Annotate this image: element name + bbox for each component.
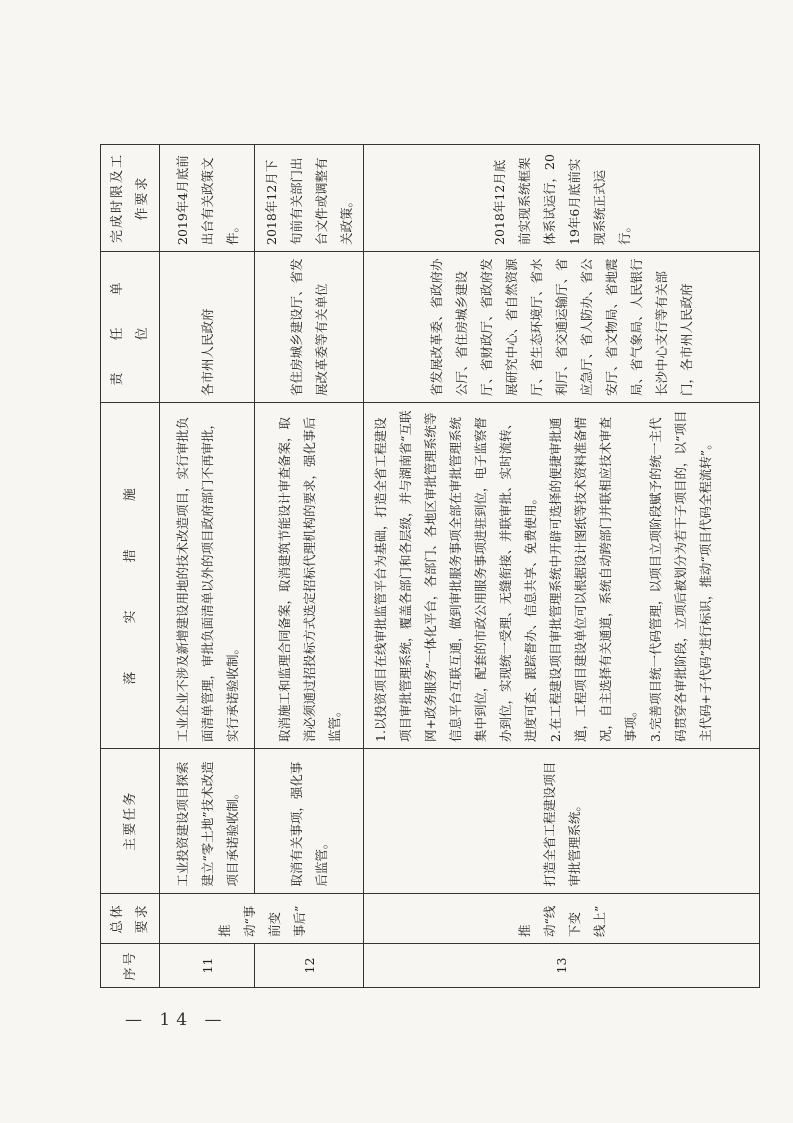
- measure-paragraph: 1.以投资项目在线审批监管平台为基础，打造全省工程建设项目审批管理系统，覆盖各部门和各层级，并与湖南省“互联网+政务服务”一体化平台，各部门、各地区审批管理系统等信息平台互联互通，做到审批服务事项全部在审批管理系统集中到位，配套的市政公用服务事项进驻到位，电子监察督办到位，实现统一受理、无缝衔接、并联审批、实时流转、进度可查、跟踪督办、信息共享、免费使用。: [373, 410, 538, 742]
- table-row: [160, 145, 255, 988]
- row-unit: 各市州人民政府: [160, 251, 255, 402]
- row-measures: [364, 402, 760, 748]
- row-seq: 13: [364, 943, 760, 987]
- rotated-table-wrapper: [100, 144, 760, 988]
- header-measures: 落 实 措 施: [101, 402, 160, 748]
- table-row: [364, 145, 760, 988]
- row-unit: 省发展改革委、省政府办公厅、省住房城乡建设厅、省财政厅、省政府发展研究中心、省自然资源厅、省生态环境厅、省水利厅、省交通运输厅、省应急厅、省人防办、省公安厅、省文物局、省地震局、省气象局、人民银行长沙中心支行等有关部门，各市州人民政府: [364, 251, 760, 402]
- page-number: — 14 —: [125, 1010, 228, 1030]
- row-seq: 12: [255, 943, 364, 987]
- measure-paragraph: 3.完善项目统一代码管理，以项目立项阶段赋予的统一主代码贯穿各审批阶段，立项后被划分为若干子项目的，以“项目主代码+子代码”进行标识，推动“项目代码全程流转”。: [648, 410, 713, 742]
- row-deadline: 2019年4月底前出台有关政策文件。: [160, 145, 255, 252]
- header-task: 主要任务: [101, 748, 160, 893]
- row-unit: 省住房城乡建设厅、省发展改革委等有关单位: [255, 251, 364, 402]
- row-general: 推动“事前变事后”: [160, 893, 364, 943]
- measure-paragraph: 取消施工和监理合同备案，取消建筑节能设计审查备案，取消必须通过招投标方式选定招标代理机构的要求，强化事后监管。: [276, 416, 342, 742]
- row-measures: [160, 402, 255, 748]
- row-deadline: 2018年12月底前实现系统框架体系试运行，2019年6月底前实现系统正式运行。: [364, 145, 760, 252]
- header-deadline: 完成时限及工作要求: [101, 145, 160, 252]
- row-task: 取消有关事项，强化事后监管。: [255, 748, 364, 893]
- row-task: 打造全省工程建设项目审批管理系统。: [364, 748, 760, 893]
- table-header-row: [101, 145, 160, 988]
- row-deadline: 2018年12月下旬前有关部门出台文件或调整有关政策。: [255, 145, 364, 252]
- header-seq: 序号: [101, 943, 160, 987]
- table-row: [255, 145, 364, 988]
- measure-paragraph: 2.在工程建设项目审批管理系统中开辟可选择的便捷审批通道，工程项目建设单位可以根据设计图纸等技术资料准备情况，自主选择有关通道，系统自动跨部门并联相应技术审查事项。: [548, 416, 638, 742]
- row-task: 工业投资建设项目探索建立“零土地”技术改造项目承诺验收制。: [160, 748, 255, 893]
- header-general: 总体要求: [101, 893, 160, 943]
- row-seq: 11: [160, 943, 255, 987]
- row-measures: [255, 402, 364, 748]
- rotated-table-container: [100, 144, 760, 988]
- policy-table: [100, 144, 760, 988]
- row-general: 推动“线下变线上”: [364, 893, 760, 943]
- measure-paragraph: 工业企业不涉及新增建设用地的技术改造项目，实行审批负面清单管理，审批负面清单以外的项目政府部门不再审批，实行承诺验收制。: [174, 416, 240, 742]
- header-unit: 责 任 单 位: [101, 251, 160, 402]
